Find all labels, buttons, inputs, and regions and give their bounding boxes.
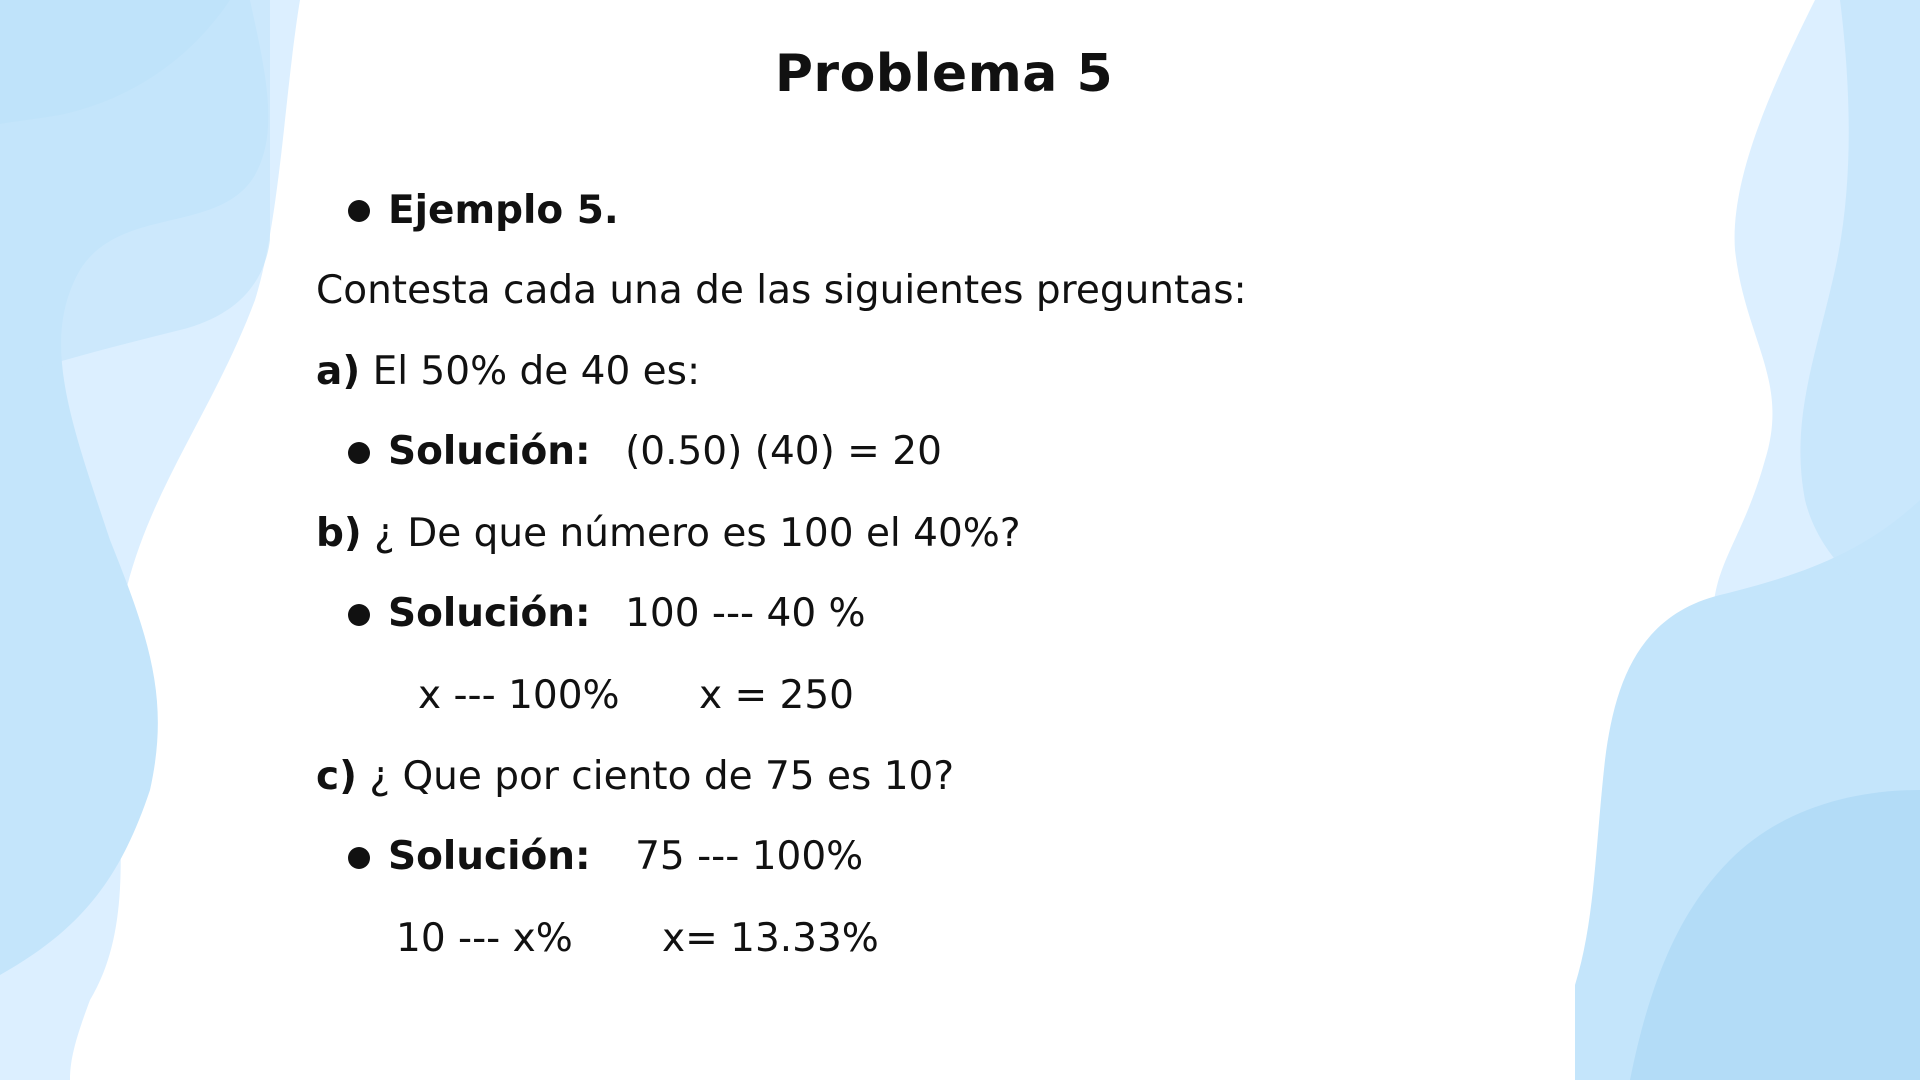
proportion-text: x --- 100% bbox=[418, 673, 620, 718]
solution-text: (0.50) (40) = 20 bbox=[625, 429, 942, 474]
bullet-icon bbox=[348, 442, 370, 464]
page-title: Problema 5 bbox=[774, 44, 1114, 104]
result-text: x = 250 bbox=[699, 673, 854, 718]
question-text: ¿ Que por ciento de 75 es 10? bbox=[369, 754, 955, 799]
example-heading: Ejemplo 5. bbox=[388, 188, 619, 233]
question-c bbox=[316, 754, 955, 799]
question-label: c) bbox=[316, 754, 357, 799]
solution-label: Solución: bbox=[388, 834, 591, 879]
question-b bbox=[316, 511, 1021, 556]
solution-text: 100 --- 40 % bbox=[625, 591, 866, 636]
proportion-text: 10 --- x% bbox=[396, 916, 573, 961]
solution-c-line2 bbox=[396, 916, 573, 961]
solution-c-result bbox=[662, 916, 879, 961]
solution-a bbox=[388, 429, 942, 474]
question-text: El 50% de 40 es: bbox=[372, 349, 701, 394]
solution-b bbox=[388, 591, 866, 636]
question-label: a) bbox=[316, 349, 361, 394]
question-label: b) bbox=[316, 511, 362, 556]
bullet-icon bbox=[348, 604, 370, 626]
bullet-icon bbox=[348, 847, 370, 869]
question-text: ¿ De que número es 100 el 40%? bbox=[374, 511, 1021, 556]
solution-b-result bbox=[699, 673, 854, 718]
bullet-icon bbox=[348, 200, 370, 222]
solution-b-line2 bbox=[418, 673, 620, 718]
solution-label: Solución: bbox=[388, 591, 591, 636]
solution-text: 75 --- 100% bbox=[635, 834, 864, 879]
solution-label: Solución: bbox=[388, 429, 591, 474]
result-text: x= 13.33% bbox=[662, 916, 879, 961]
instruction-text: Contesta cada una de las siguientes preguntas: bbox=[316, 268, 1247, 313]
question-a bbox=[316, 349, 701, 394]
solution-c bbox=[388, 834, 864, 879]
